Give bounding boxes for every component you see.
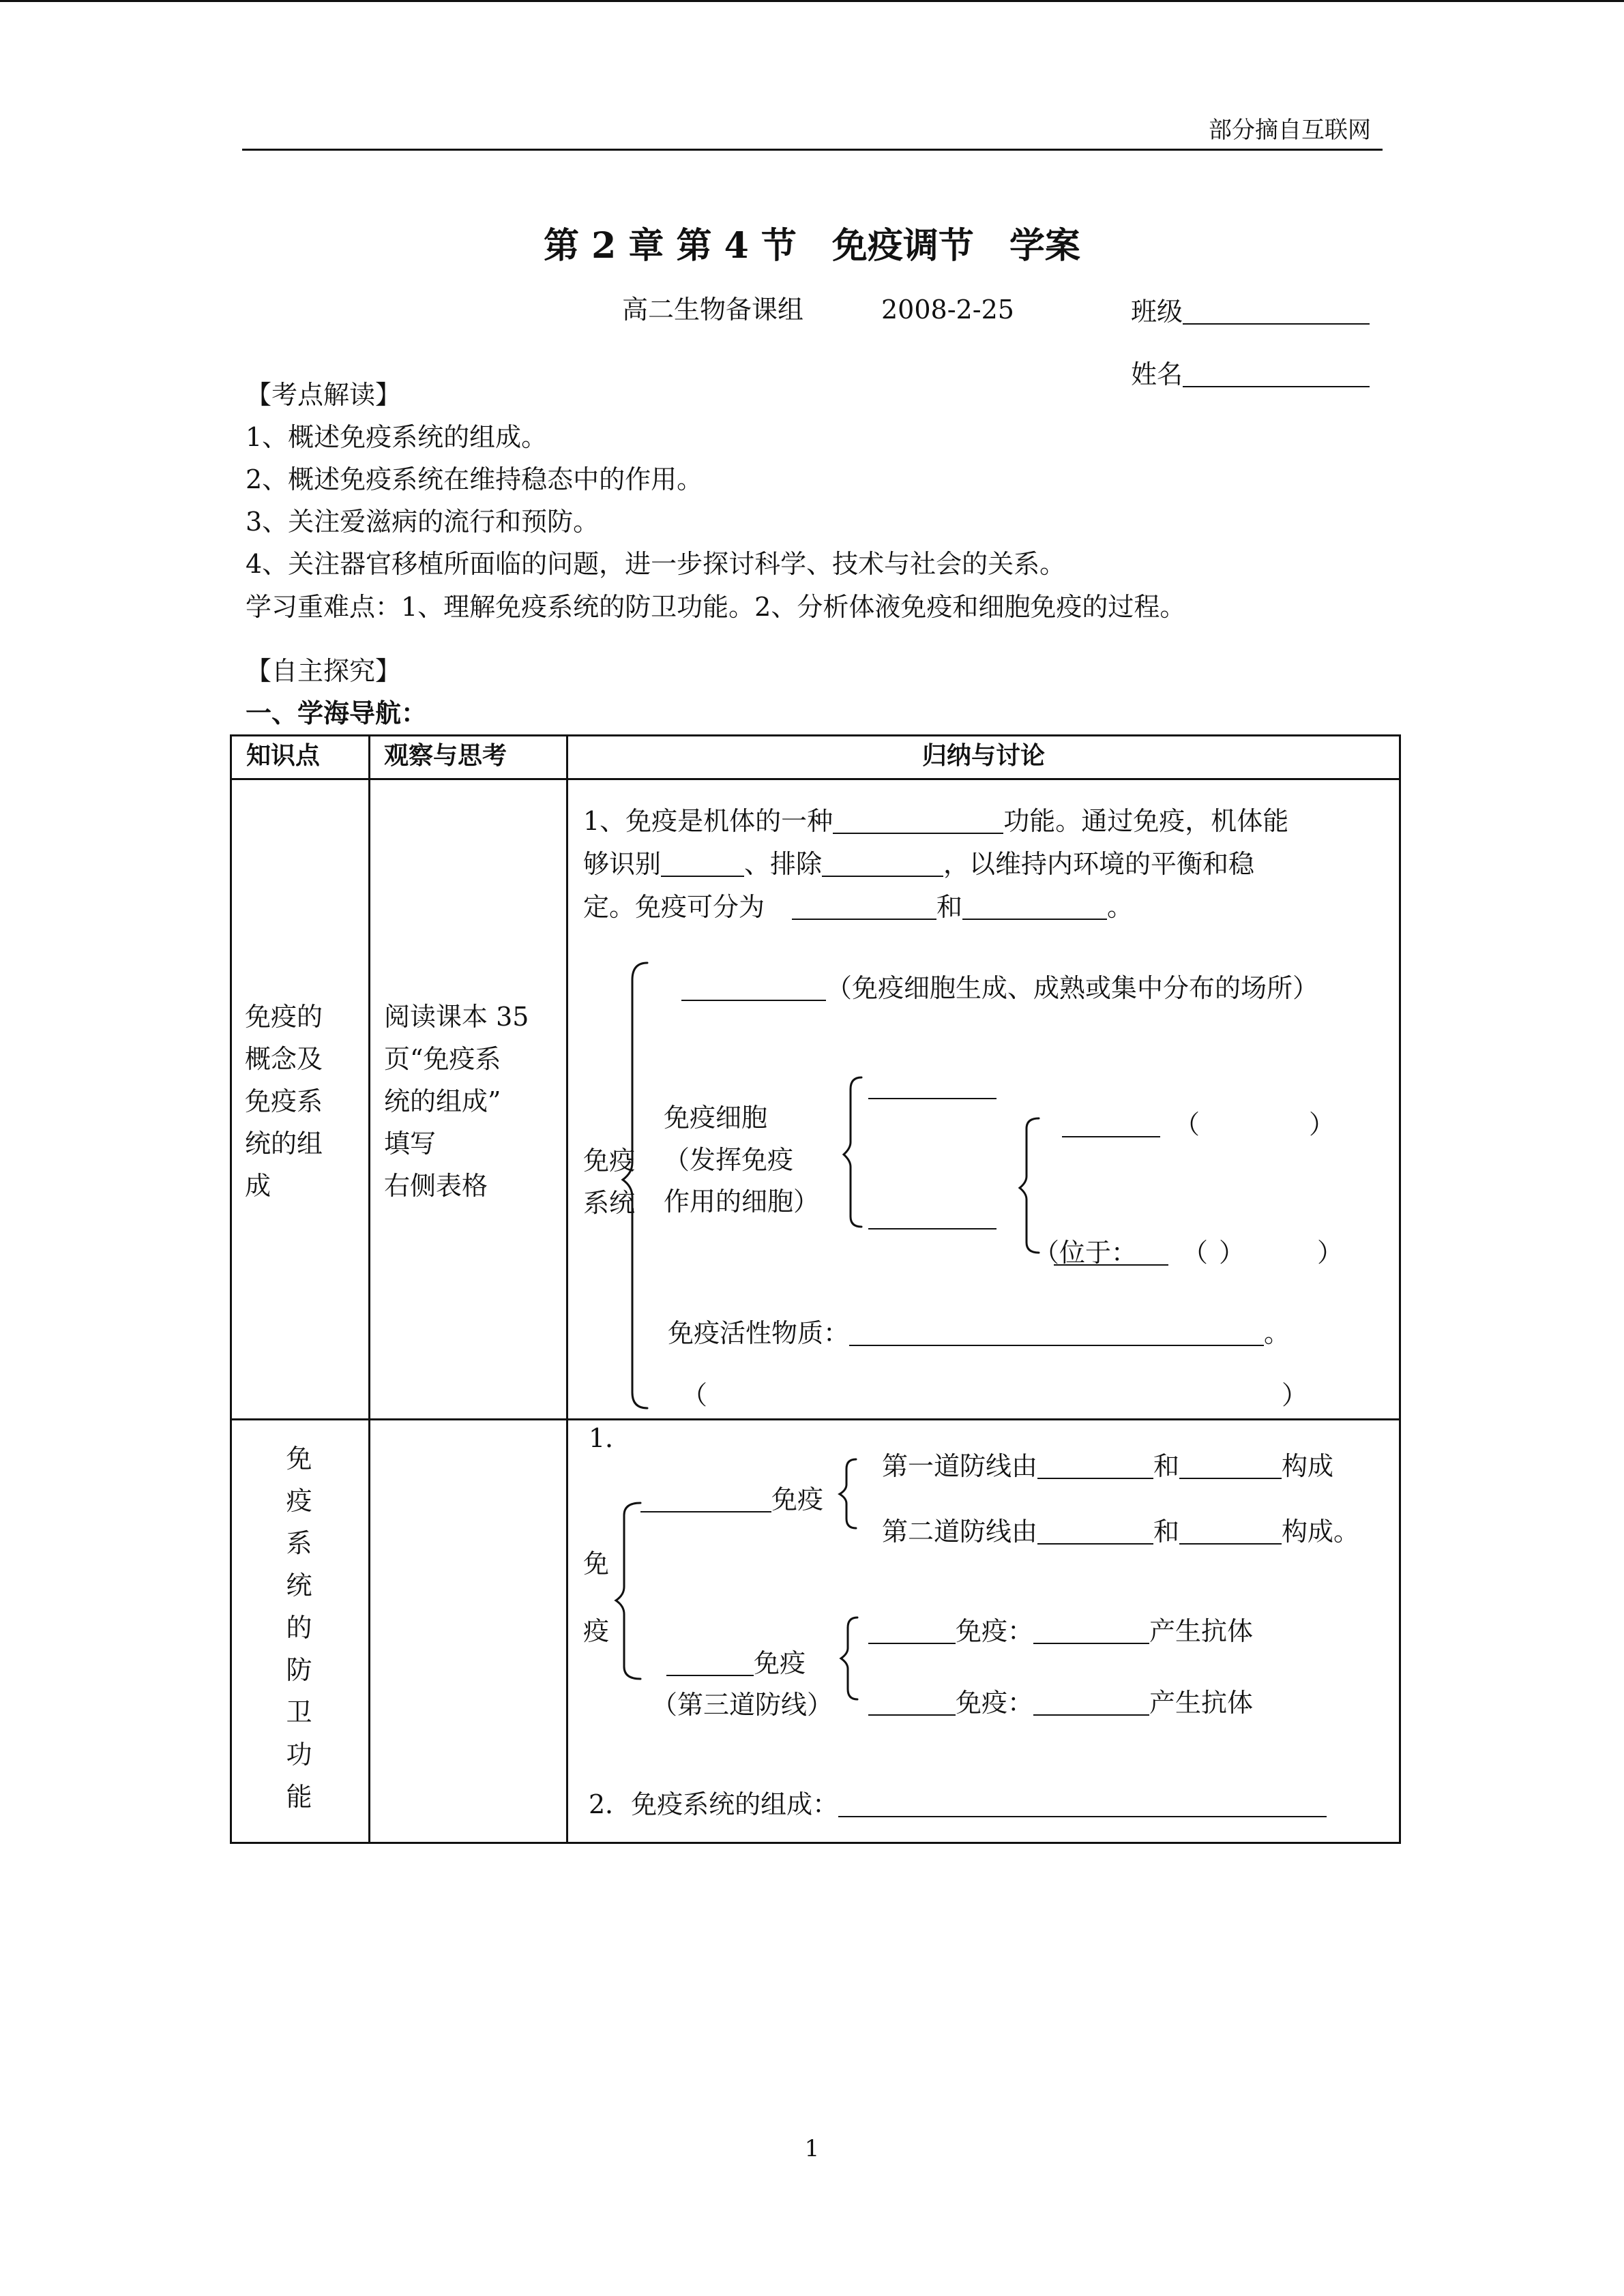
- q1-text: 1、免疫是机体的一种: [583, 806, 833, 836]
- brace-specific: [841, 1617, 857, 1699]
- branch1-suffix: 免疫: [771, 1485, 824, 1515]
- date: 2008-2-25: [881, 295, 1014, 325]
- third-line-label: （第三道防线）: [651, 1690, 833, 1720]
- row1-topic-line: 概念及: [245, 1044, 323, 1074]
- q1-text: ，以维持内环境的平衡和稳: [943, 849, 1255, 879]
- group-name: 高二生物备课组: [622, 295, 804, 325]
- class-label: 班级: [1131, 297, 1183, 327]
- q1-text: 够识别: [583, 849, 662, 879]
- row1-observe-line: 阅读课本 35: [384, 1002, 529, 1032]
- name-blank[interactable]: [1183, 361, 1370, 387]
- second-line-end: 构成。: [1282, 1517, 1360, 1547]
- row2-topic-char: 防: [286, 1655, 312, 1685]
- top-border-line: [0, 0, 1624, 2]
- class-blank[interactable]: [1183, 299, 1370, 325]
- self-study-heading: 【自主探究】: [246, 656, 402, 686]
- located-open: （位于：: [1033, 1238, 1138, 1268]
- cell-label-3: 作用的细胞）: [664, 1187, 820, 1217]
- paren-open: （: [1182, 1238, 1209, 1268]
- key-points: 学习重难点：1、理解免疫系统的防卫功能。2、分析体液免疫和细胞免疫的过程。: [246, 592, 1186, 622]
- brace-lymph: [1020, 1118, 1039, 1253]
- active-label: 免疫活性物质：: [668, 1318, 850, 1348]
- q1-text: 定。免疫可分为: [583, 892, 765, 922]
- row1-topic-line: 成: [245, 1171, 271, 1201]
- class-field[interactable]: [1131, 299, 1370, 325]
- exam-point-2: 2、概述免疫系统在维持稳态中的作用。: [246, 464, 703, 494]
- branch2-suffix: 免疫: [754, 1648, 806, 1678]
- table-header-observe: 观察与思考: [384, 742, 507, 770]
- exam-points-heading: 【考点解读】: [246, 380, 402, 410]
- name-field[interactable]: [1131, 361, 1370, 387]
- exam-point-4: 4、关注器官移植所面临的问题，进一步探讨科学、技术与社会的关系。: [246, 549, 1066, 579]
- row2-left-label-2: 疫: [583, 1616, 610, 1646]
- bottom-paren-close: ）: [1282, 1380, 1308, 1410]
- row2-topic-char: 卫: [286, 1697, 312, 1727]
- system-label-2: 系统: [583, 1188, 636, 1218]
- specific-end: 产生抗体: [1149, 1688, 1254, 1718]
- braces-layer: [230, 734, 1401, 1844]
- row2-num-1: 1．: [589, 1423, 632, 1453]
- first-line-and: 和: [1153, 1451, 1180, 1481]
- cell-label-1: 免疫细胞: [664, 1103, 768, 1133]
- exam-point-3: 3、关注爱滋病的流行和预防。: [246, 507, 600, 537]
- row2-topic-char: 疫: [286, 1486, 312, 1516]
- name-label: 姓名: [1131, 359, 1183, 389]
- q2-text: 2．免疫系统的组成：: [589, 1789, 839, 1819]
- first-line-end: 构成: [1282, 1451, 1334, 1481]
- exam-point-1: 1、概述免疫系统的组成。: [246, 422, 548, 452]
- row2-topic-char: 系: [286, 1528, 312, 1558]
- table-header-topic: 知识点: [246, 742, 321, 770]
- brace-system: [623, 963, 647, 1408]
- q1-text: 。: [1107, 892, 1134, 922]
- row2-topic-char: 统: [286, 1570, 312, 1600]
- page-title: 第 2 章 第 4 节 免疫调节 学案: [544, 225, 1080, 267]
- paren-open: （: [1174, 1109, 1200, 1139]
- navigation-subheading: 一、学海导航：: [246, 698, 428, 728]
- row1-topic-line: 免疫系: [245, 1086, 323, 1116]
- brace-immune: [616, 1503, 640, 1679]
- specific-mid: 免疫：: [956, 1688, 1034, 1718]
- row2-topic-char: 免: [286, 1444, 312, 1474]
- page-number: 1: [804, 2135, 820, 2162]
- paren-close: ）: [1317, 1238, 1344, 1268]
- second-line-and: 和: [1153, 1517, 1180, 1547]
- row2-topic-char: 的: [286, 1613, 312, 1643]
- specific-mid: 免疫：: [956, 1616, 1034, 1646]
- paren-close: ）: [1309, 1109, 1335, 1139]
- organ-note: （免疫细胞生成、成熟或集中分布的场所）: [826, 973, 1319, 1003]
- row1-observe-line: 页“免疫系: [384, 1044, 501, 1074]
- row2-left-label-1: 免: [583, 1549, 610, 1579]
- active-end: 。: [1264, 1318, 1290, 1348]
- study-table: [230, 734, 1401, 1844]
- q1-text: 、排除: [744, 849, 823, 879]
- bottom-paren-open: （: [681, 1380, 708, 1410]
- q1-text: 功能。通过免疫，机体能: [1003, 806, 1289, 836]
- cell-label-2: （发挥免疫: [664, 1145, 794, 1175]
- row2-topic-char: 功: [286, 1740, 312, 1770]
- header-rule: [242, 149, 1383, 151]
- located-close: ）: [1219, 1238, 1245, 1268]
- row1-topic-line: 免疫的: [245, 1002, 323, 1032]
- row2-topic-char: 能: [286, 1782, 312, 1812]
- system-label-1: 免疫: [583, 1146, 636, 1176]
- table-header-summary: 归纳与讨论: [921, 742, 1045, 770]
- brace-nonspecific: [840, 1459, 856, 1528]
- source-note: 部分摘自互联网: [1209, 117, 1371, 144]
- second-line-text: 第二道防线由: [882, 1517, 1038, 1547]
- row1-observe-line: 统的组成”: [384, 1086, 501, 1116]
- q1-text: 和: [936, 892, 963, 922]
- row1-observe-line: 右侧表格: [384, 1171, 488, 1201]
- first-line-text: 第一道防线由: [882, 1451, 1038, 1481]
- row1-topic-line: 统的组: [245, 1129, 323, 1159]
- brace-cells: [844, 1077, 861, 1227]
- specific-end: 产生抗体: [1149, 1616, 1254, 1646]
- row1-observe-line: 填写: [384, 1129, 437, 1159]
